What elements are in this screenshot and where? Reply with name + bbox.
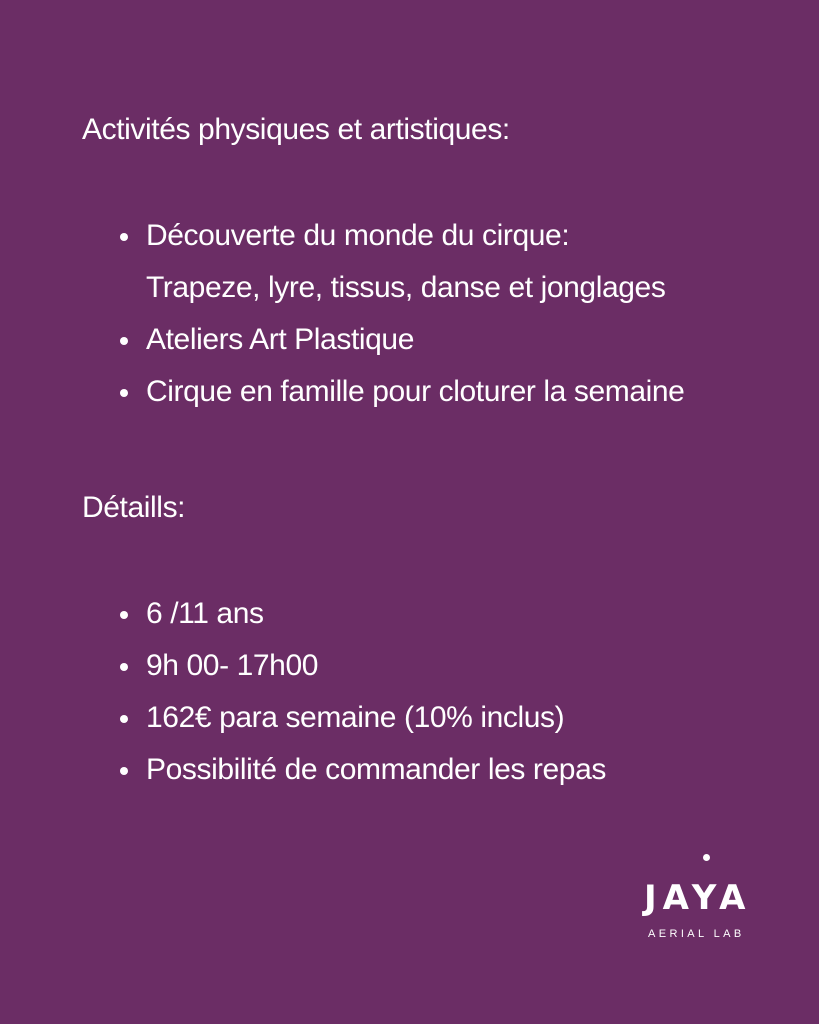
- activities-list: [118, 210, 684, 418]
- detail-meals-text: Possibilité de commander les repas: [146, 753, 606, 786]
- activities-heading: Activités physiques et artistiques:: [82, 113, 510, 146]
- logo-dot-icon: [703, 854, 710, 861]
- list-item: [118, 640, 606, 692]
- list-item: [118, 366, 684, 418]
- details-list: [118, 588, 606, 796]
- detail-age-text: 6 /11 ans: [146, 597, 264, 630]
- activity-circus-detail-text: Trapeze, lyre, tissus, danse et jonglages: [146, 271, 666, 304]
- list-item: [118, 314, 684, 366]
- bullet-icon: [120, 233, 128, 241]
- bullet-icon: [120, 389, 128, 397]
- bullet-icon: [120, 663, 128, 671]
- bullet-icon: [120, 337, 128, 345]
- list-item: [118, 588, 606, 640]
- activity-art-text: Ateliers Art Plastique: [146, 323, 414, 356]
- jaya-logo: [644, 854, 752, 944]
- activity-family-text: Cirque en famille pour cloturer la semaine: [146, 375, 685, 408]
- bullet-icon: [120, 611, 128, 619]
- activity-circus-text: Découverte du monde du cirque:: [146, 219, 570, 252]
- detail-price-text: 162€ para semaine (10% inclus): [146, 701, 565, 734]
- logo-subtitle: AERIAL LAB: [648, 928, 745, 940]
- bullet-icon: [120, 767, 128, 775]
- detail-hours-text: 9h 00- 17h00: [146, 649, 319, 682]
- details-heading: Détaills:: [82, 491, 186, 524]
- list-item: [118, 744, 606, 796]
- logo-wordmark: JAYA: [644, 878, 752, 918]
- list-item: [118, 210, 684, 314]
- bullet-icon: [120, 715, 128, 723]
- list-item: [118, 692, 606, 744]
